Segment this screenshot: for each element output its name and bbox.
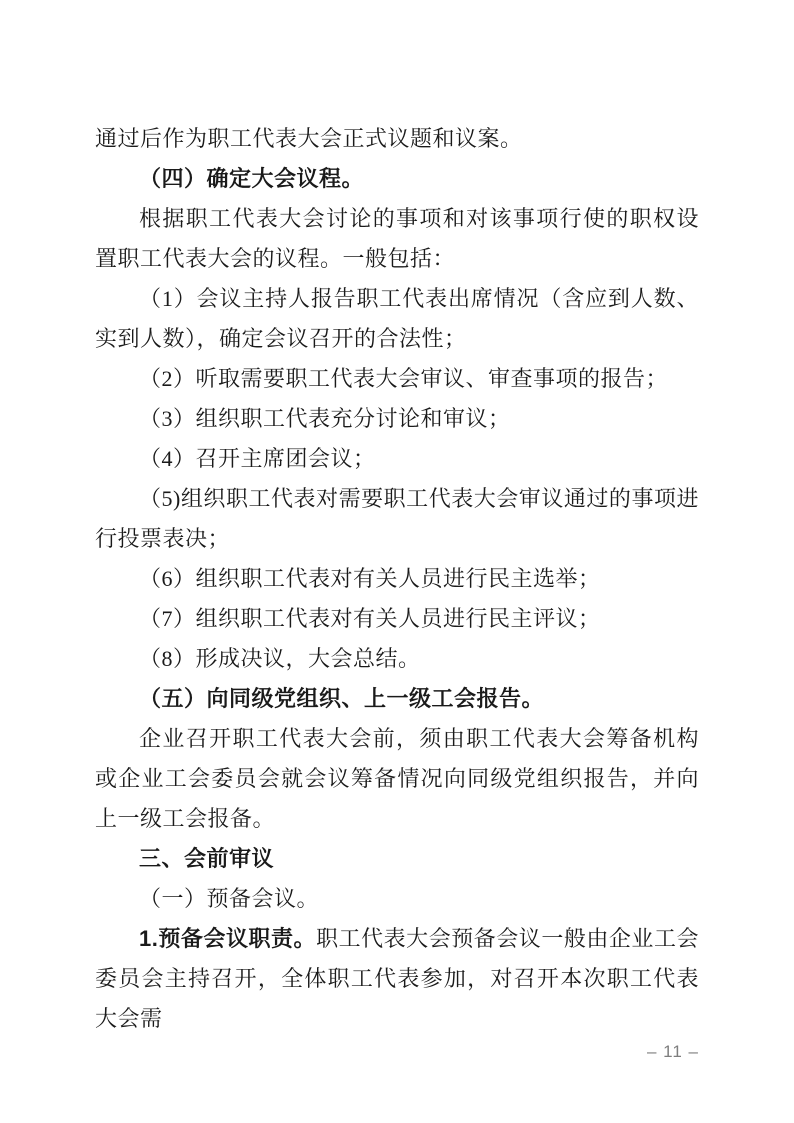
list-item-5: （5)组织职工代表对需要职工代表大会审议通过的事项进行投票表决； [95,486,699,551]
list-item-7: （7）组织职工代表对有关人员进行民主评议； [139,606,601,631]
list-item-6: （6）组织职工代表对有关人员进行民主选举； [139,566,601,591]
page-number: – 11 – [646,1042,699,1061]
paragraph-continuation: 通过后作为职工代表大会正式议题和议案。 [95,126,523,151]
section-heading-five: （五）向同级党组织、上一级工会报告。 [139,686,545,711]
list-item-2: （2）听取需要职工代表大会审议、审查事项的报告； [139,366,669,391]
list-item-8: （8）形成决议，大会总结。 [139,646,421,671]
chapter-heading-three: 三、会前审议 [139,846,275,871]
paragraph-text: 职工代表大会预备会议一般由企业工会委员会主持召开，全体职工代表参加，对召开本次职工代表大会需 [95,926,699,1031]
subsection-heading-one: （一）预备会议。 [139,886,320,911]
list-item-4: （4）召开主席团会议； [139,446,376,471]
paragraph-prep-meeting-duty [95,919,699,1039]
section-heading-four: （四）确定大会议程。 [139,166,365,191]
document-body [95,119,699,1039]
list-item-1: （1）会议主持人报告职工代表出席情况（含应到人数、实到人数），确定会议召开的合法性； [95,286,699,351]
paragraph-agenda-intro: 根据职工代表大会讨论的事项和对该事项行使的职权设置职工代表大会的议程。一般包括： [95,206,699,271]
paragraph-report-to-party: 企业召开职工代表大会前，须由职工代表大会筹备机构或企业工会委员会就会议筹备情况向同级党组织报告，并向上一级工会报备。 [95,726,699,831]
run-in-heading: 1.预备会议职责。 [139,926,317,951]
list-item-3: （3）组织职工代表充分讨论和审议； [139,406,511,431]
